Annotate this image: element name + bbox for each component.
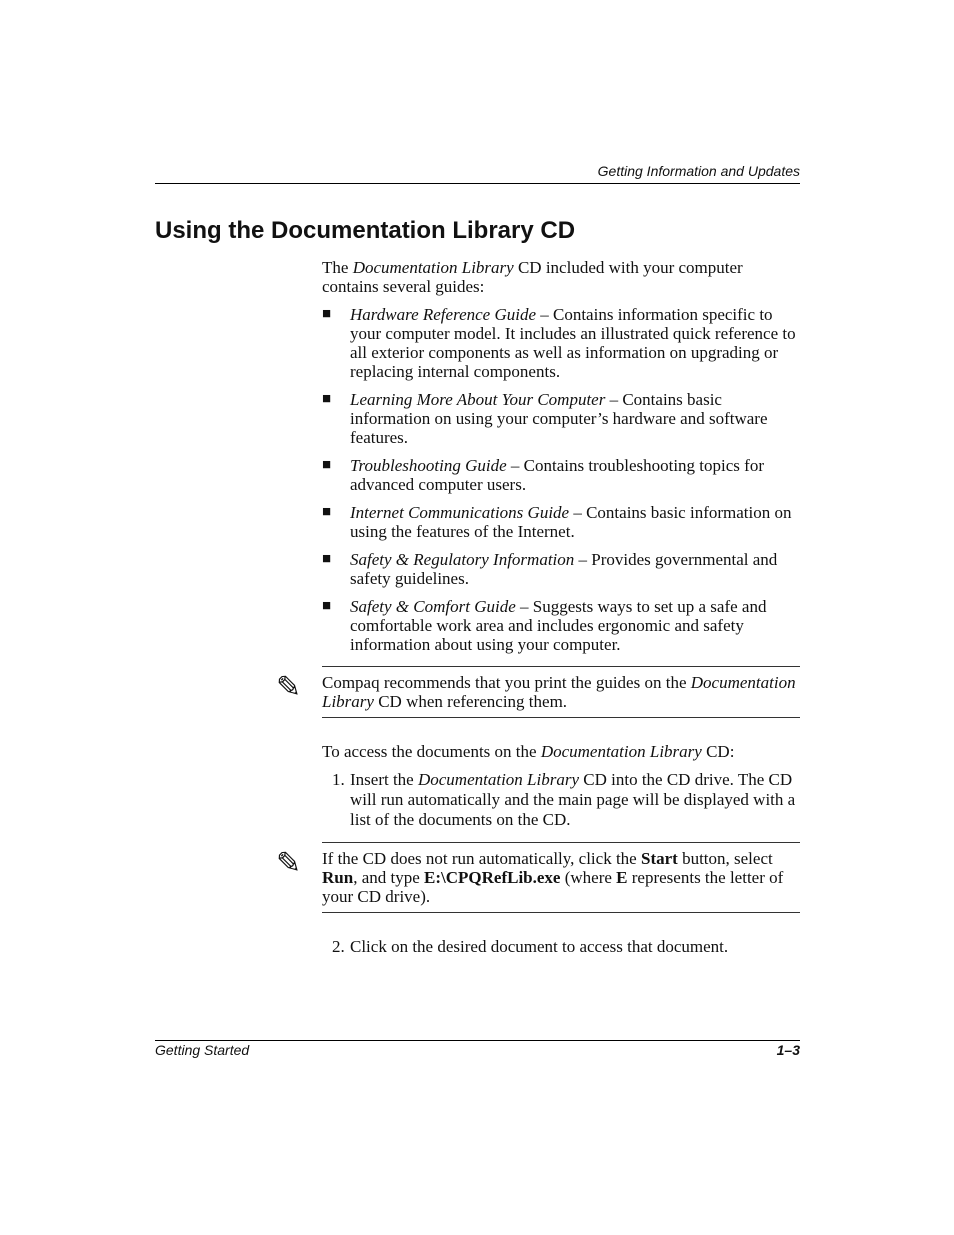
access-text-end: CD: — [701, 742, 735, 761]
note-autorun — [276, 842, 800, 913]
square-bullet-icon: ■ — [322, 391, 332, 407]
footer-rule — [155, 1040, 800, 1041]
square-bullet-icon: ■ — [322, 598, 332, 614]
note-text — [322, 849, 800, 906]
intro-doc-title: Documentation Library — [352, 258, 514, 277]
pencil-note-icon: ✎ — [276, 671, 302, 704]
note-text-part: If the CD does not run automatically, click the — [322, 849, 641, 868]
intro-paragraph — [322, 258, 800, 296]
step-text-end: CD into the CD drive. The CD will run automatically and the main page will be displayed with a list of the documents on the CD. — [350, 770, 796, 829]
note-text-start: Compaq recommends that you print the guides on the — [322, 673, 691, 692]
note-doc-title: Documentation Library — [322, 673, 796, 711]
guide-item — [322, 597, 800, 654]
footer-book-title: Getting Started — [155, 1042, 250, 1058]
square-bullet-icon: ■ — [322, 504, 332, 520]
start-keyword: Start — [640, 849, 678, 868]
guide-title: Safety & Comfort Guide — [350, 597, 516, 616]
guide-title: Safety & Regulatory Information — [350, 550, 575, 569]
section-title: Using the Documentation Library CD — [155, 217, 576, 244]
access-text: To access the documents on the — [322, 742, 541, 761]
note-print-guides — [276, 666, 800, 718]
section-body — [276, 258, 800, 957]
note-text-part: , and type — [353, 868, 425, 887]
run-keyword: Run — [322, 868, 354, 887]
square-bullet-icon: ■ — [322, 551, 332, 567]
note-text-part: represents the letter of your CD drive). — [322, 868, 784, 906]
guide-description: – Contains basic information on using the features of the Internet. — [350, 503, 792, 541]
step-doc-title: Documentation Library — [417, 770, 580, 789]
guide-title: Internet Communications Guide — [350, 503, 570, 522]
note-text — [322, 673, 800, 711]
running-header: Getting Information and Updates — [597, 163, 800, 179]
guide-item — [322, 305, 800, 381]
intro-text-end: CD included with your computer contains several guides: — [322, 258, 743, 296]
drive-letter: E — [616, 868, 628, 887]
guide-item — [322, 456, 800, 494]
step-number: 2. — [332, 937, 345, 956]
step-item — [322, 937, 800, 957]
guide-description: – Contains troubleshooting topics for advanced computer users. — [350, 456, 764, 494]
pencil-note-icon: ✎ — [276, 847, 302, 880]
guide-item — [322, 503, 800, 541]
square-bullet-icon: ■ — [322, 457, 332, 473]
guide-title: Hardware Reference Guide — [350, 305, 536, 324]
steps-list-2 — [322, 937, 800, 957]
page-number: 1–3 — [776, 1042, 800, 1058]
guide-title: Learning More About Your Computer — [350, 390, 606, 409]
note-text-part: button, select — [677, 849, 773, 868]
guide-list — [322, 305, 800, 654]
command-path: E:\CPQRefLib.exe — [424, 868, 561, 887]
steps-list-1 — [322, 770, 800, 830]
intro-text: The — [322, 258, 353, 277]
guide-description: – Contains information specific to your computer model. It includes an illustrated quick reference to all exterior components as well as information on upgrading or replacing internal components. — [350, 305, 796, 381]
guide-description: – Suggests ways to set up a safe and comfortable work area and includes ergonomic and safety information about using your computer. — [350, 597, 767, 654]
guide-description: – Contains basic information on using your computer’s hardware and software features. — [350, 390, 768, 447]
step-text: Click on the desired document to access that document. — [350, 937, 729, 956]
access-paragraph — [322, 742, 800, 761]
guide-item — [322, 550, 800, 588]
guide-description: – Provides governmental and safety guidelines. — [350, 550, 778, 588]
step-text: Insert the — [350, 770, 418, 789]
header-rule — [155, 183, 800, 184]
note-text-part: (where — [560, 868, 617, 887]
note-text-end: CD when referencing them. — [373, 692, 568, 711]
guide-item — [322, 390, 800, 447]
access-doc-title: Documentation Library — [540, 742, 702, 761]
guide-title: Troubleshooting Guide — [350, 456, 507, 475]
square-bullet-icon: ■ — [322, 306, 332, 322]
step-number: 1. — [332, 770, 345, 789]
step-item — [322, 770, 800, 830]
